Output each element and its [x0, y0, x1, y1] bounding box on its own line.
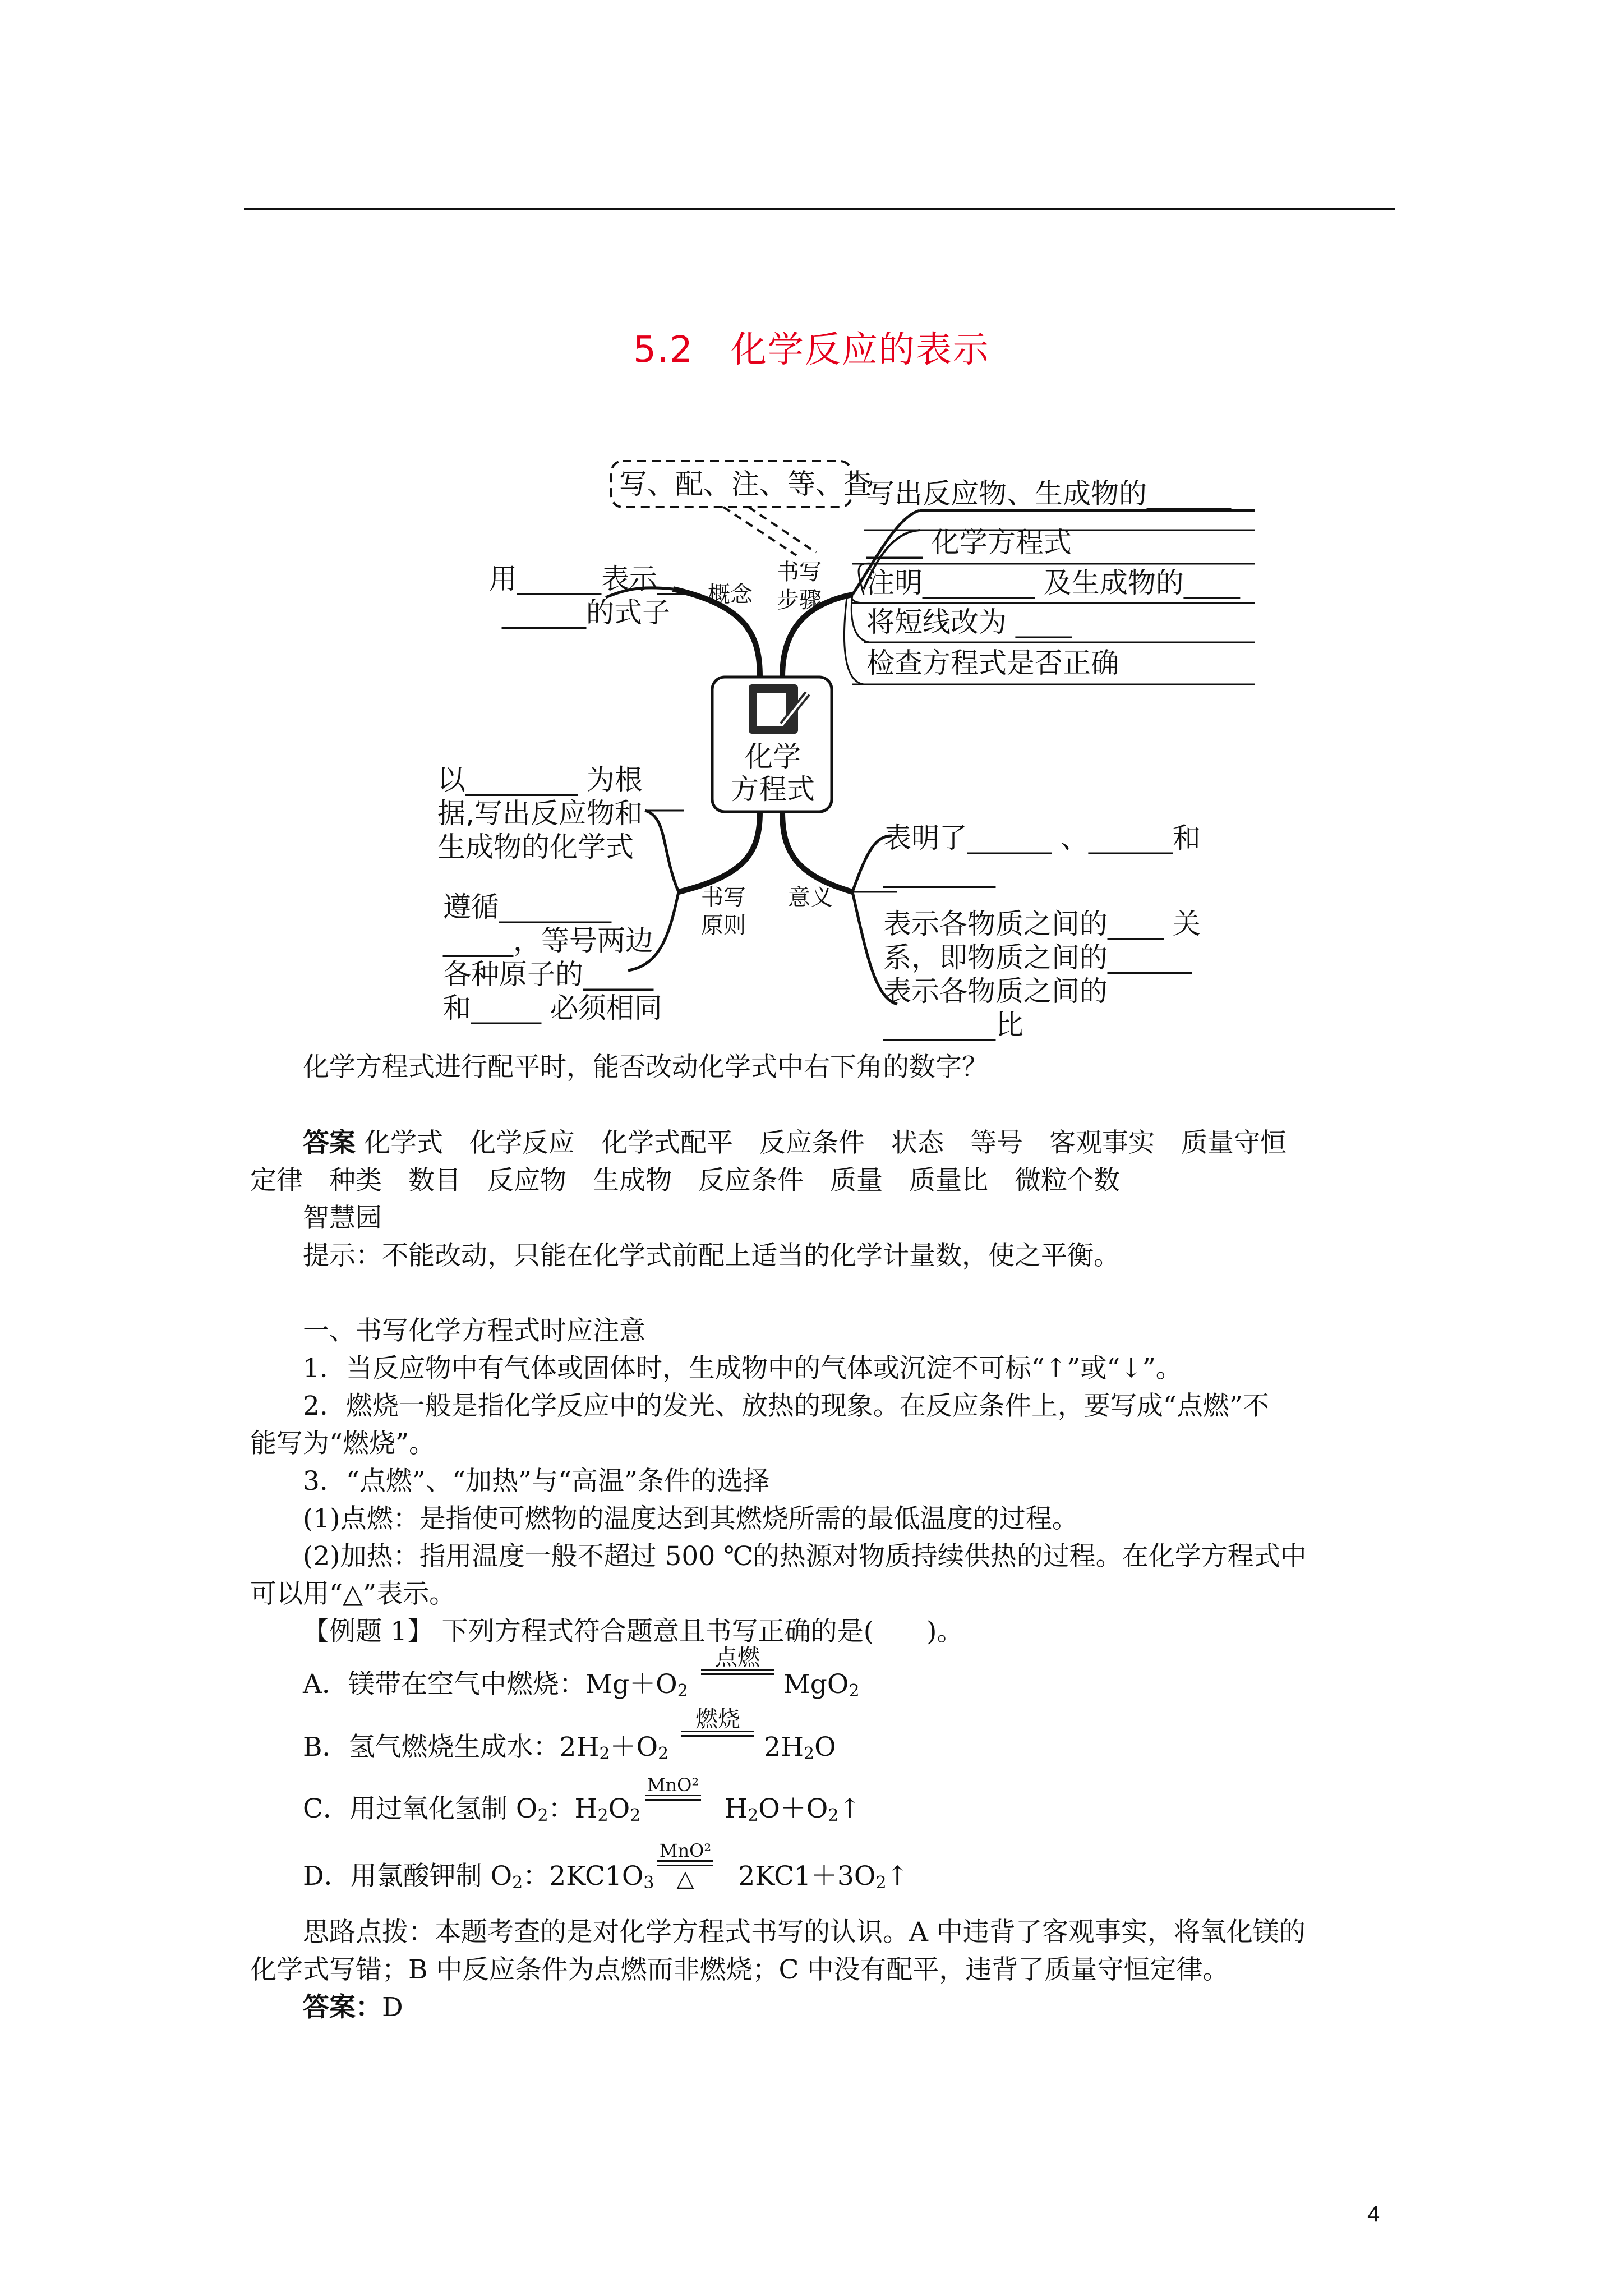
option-b-condition [681, 1708, 754, 1737]
option-c-condition-text: MnO² [647, 1774, 699, 1796]
branch-concept-label: 概念 [708, 582, 753, 608]
answer-label: 答案 [303, 1128, 356, 1158]
note-3-2-line-1: (2)加热：指用温度一般不超过 500 ℃的热源对物质持续供热的过程。在化学方程式中 [303, 1541, 1307, 1572]
note-1: 1．当反应物中有气体或固体时，生成物中的气体或沉淀不可标“↑”或“↓”。 [303, 1353, 1182, 1384]
center-topic: 化学 方程式 [731, 740, 815, 806]
option-c-text: C．用过氧化氢制 O [303, 1793, 538, 1824]
branch-meaning-label: 意义 [788, 885, 833, 910]
section-heading: 一、书写化学方程式时应注意 [303, 1315, 645, 1346]
note-3-1: (1)点燃：是指使可燃物的温度达到其燃烧所需的最低温度的过程。 [303, 1503, 1078, 1534]
page-title: 5.2 化学反应的表示 [633, 329, 990, 371]
steps-box-text: 写、配、注、等、查 [619, 468, 872, 500]
option-a-product: MgO [783, 1669, 849, 1700]
wisdom-heading: 智慧园 [303, 1203, 382, 1234]
final-answer-value: D [382, 1992, 403, 2023]
step-2: ____ 化学方程式 [866, 526, 1072, 559]
option-b-product: 2H [764, 1732, 804, 1763]
answer-text-1: 化学式 化学反应 化学式配平 反应条件 状态 等号 客观事实 质量守恒 [363, 1128, 1287, 1158]
option-d: D．用氯酸钾制 $O_2$：$2KC1O_3$ $2KC1+3O_2↑$ [303, 1861, 909, 1893]
option-a: A．镁带在空气中燃烧：$Mg+O_2$ MgO$_2$ [303, 1669, 860, 1701]
note-2-line-2: 能写为“燃烧”。 [250, 1428, 436, 1459]
option-d-condition-bottom: △ [676, 1866, 694, 1892]
step-5: 检查方程式是否正确 [866, 647, 1119, 679]
principle-2-line-2: _____，等号两边 [443, 924, 653, 957]
question: 化学方程式进行配平时，能否改动化学式中右下角的数字？ [303, 1052, 988, 1083]
concept-line-2: ______的式子 [502, 596, 670, 629]
principle-1-line-1: 以________ 为根 [437, 763, 643, 796]
principle-1-line-2: 据,写出反应物和 [437, 797, 643, 830]
answer-line-2: 定律 种类 数目 反应物 生成物 反应条件 质量 质量比 微粒个数 [250, 1165, 1120, 1196]
option-b-text: B．氢气燃烧生成水：2H [303, 1732, 600, 1763]
hint: 提示：不能改动，只能在化学式前配上适当的化学计量数，使之平衡。 [303, 1240, 1120, 1271]
option-a-condition-text: 点燃 [715, 1645, 760, 1671]
principle-2-line-3: 各种原子的_____ [443, 958, 653, 991]
meaning-3-line-2: ________比 [883, 1009, 1023, 1041]
final-answer [303, 1988, 403, 2027]
branch-principle-label: 书写 原则 [701, 885, 746, 938]
step-3: 注明________ 及生成物的____ [866, 567, 1240, 599]
option-c-condition [645, 1775, 701, 1801]
option-d-text: D．用氯酸钾制 O [303, 1861, 513, 1892]
step-1: 写出反应物、生成物的______ [866, 477, 1231, 510]
meaning-2-line-2: 系，即物质之间的______ [883, 941, 1192, 974]
page-number: 4 [1367, 2202, 1380, 2226]
principle-2-line-4: 和_____ 必须相同 [443, 992, 662, 1024]
note-3: 3．“点燃”、“加热”与“高温”条件的选择 [303, 1466, 770, 1497]
example-title: 【例题 1】 下列方程式符合题意且书写正确的是( )。 [303, 1616, 963, 1647]
option-a-text: A．镁带在空气中燃烧：Mg＋O [303, 1669, 677, 1700]
final-answer-label: 答案： [303, 1992, 382, 2023]
option-d-condition [657, 1841, 713, 1891]
branch-steps-label: 书写 步骤 [777, 559, 822, 613]
option-a-condition [701, 1646, 774, 1675]
answer-line-1 [303, 1124, 1287, 1163]
meaning-1-line-2: ________ [883, 855, 995, 888]
option-d-condition-top: MnO² [659, 1840, 712, 1861]
concept-line-1: 用______表示__ [489, 563, 685, 595]
option-c: C．用过氧化氢制 $O_2$：$H_2O_2$ $H_2O+O_2↑$ [303, 1793, 861, 1825]
option-b-condition-text: 燃烧 [695, 1706, 740, 1732]
meaning-3-line-1: 表示各物质之间的 [883, 975, 1108, 1007]
note-2-line-1: 2．燃烧一般是指化学反应中的发光、放热的现象。在反应条件上，要写成“点燃”不 [303, 1391, 1269, 1421]
option-b: B．氢气燃烧生成水：$2H_2+O_2$ $2H_2O$ [303, 1732, 836, 1764]
note-3-2-line-2: 可以用“△”表示。 [250, 1579, 456, 1609]
analysis-line-1: 思路点拨：本题考查的是对化学方程式书写的认识。A 中违背了客观事实，将氧化镁的 [303, 1917, 1306, 1948]
analysis-line-2: 化学式写错；B 中反应条件为点燃而非燃烧；C 中没有配平，违背了质量守恒定律。 [250, 1954, 1229, 1985]
principle-1-line-3: 生成物的化学式 [437, 831, 634, 863]
meaning-2-line-1: 表示各物质之间的____ 关 [883, 908, 1201, 940]
principle-2-line-1: 遵循________ [443, 891, 611, 923]
step-4: 将短线改为 ____ [866, 606, 1072, 638]
meaning-1-line-1: 表明了______ 、______和 [883, 822, 1201, 854]
